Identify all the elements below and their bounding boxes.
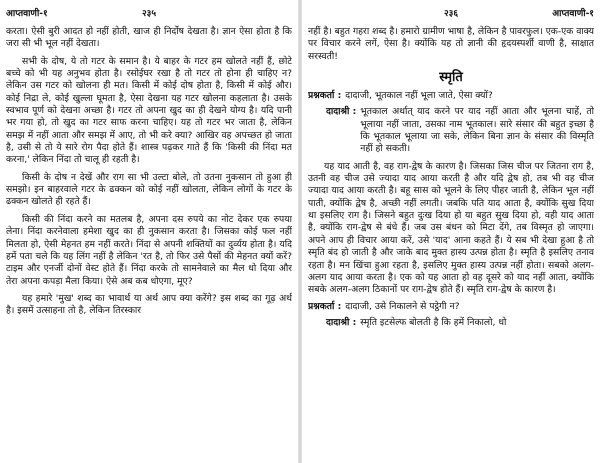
left-paragraph: सभी के दोष, ये तो गटर के समान है। ये बाहर के गटर हम खोलते नहीं हैं, छोटे बच्चे को भी यह अनुभव होता है। रसोईघर रखा है तो गटर तो होना ही चाहिए न? लेकिन उस गटर को खोलना ही मत। किसी में कोई दोष होता है, किसी में कोई और। कोई निद्रा ले, कोई खुल्ला घूमता है, ऐसा देखना यह गटर खोलना कहलाता है। उसके स्वभाव पूर्ण को देखना अच्छा है। गटर तो अपना खुद का ही देखने योग्य है। यदि पानी भर गया हो, तो खुद का गटर साफ करना चाहिए। यह तो गटर भर जाता है, लेकिन समझ में नहीं आता और समझ में आए, तो भी करे क्या? आखिर वह अपच्छत हो जाता है, उसी से तो ये सारे रोग पैदा होते हैं। शास्त्र पढ़कर गाते हैं कि 'किसी की निंदा मत करना,' लेकिन निंदा तो चालू ही रहती है। bbox=[6, 55, 292, 166]
left-page-body bbox=[6, 26, 292, 318]
left-page-header bbox=[6, 4, 292, 20]
dialogue-line bbox=[308, 90, 594, 102]
speaker-label: प्रश्नकर्ता : bbox=[308, 90, 342, 102]
right-paragraph: यह याद आती है, वह राग-द्वेष के कारण है। जिसका जिस चीज पर जितना राग है, उतनी वह चीज उसे ज्यादा याद आया करती है और यदि द्वेष हो, तब भी वह चीज ज्यादा याद आया करती है। बहू सास को भूलने के लिए पीहर जाती है, लेकिन भूल नहीं पाती, क्योंकि द्वेष है, अच्छी नहीं लगती। जबकि पति याद आता है, क्योंकि सुख दिया था इसलिए राग है। जिसने बहुत दुःख दिया हो या बहुत सुख दिया हो, वही याद आता है, क्योंकि राग-द्वेष से बंधे हैं। जब उस बंधन को मिटा देंगे, तब विस्मृत हो जाएगा। अपने आप ही विचार आया करें, उसे 'याद' आना कहते हैं। ये सब भी देखा हुआ है तो स्मृति बंद हो जाती है और जाके बाद मुक्त हास्य उत्पन्न होता है। स्मृति है इसलिए तनाव रहता है। मन खिंचा हुआ रहता है, इसलिए मुक्त हास्य उत्पन्न नहीं होता। सबको अलग-अलग याद आया करता है। एक को यह आता हो वह दूसरे को याद नहीं आता, क्योंकि सबके अलग-अलग ठिकानों पर राग-द्वेष होते हैं। स्मृति राग-द्वेष के कारण है। bbox=[308, 160, 594, 296]
right-page-body bbox=[308, 26, 594, 329]
dialogue-line bbox=[308, 317, 594, 329]
dialogue-text: दादाजी, भूतकाल नहीं भूला जाते, ऐसा क्यों? bbox=[345, 90, 493, 102]
book-gutter bbox=[298, 0, 302, 463]
dialogue-line bbox=[308, 106, 594, 155]
right-page-number: २३६ bbox=[443, 8, 459, 19]
left-running-title: आप्तवाणी-१ bbox=[6, 8, 48, 19]
left-page-number: २३५ bbox=[141, 8, 157, 19]
dialogue-text: भूतकाल अर्थात् याद करने पर याद नहीं आता और भूलना चाहें, तो भूलाया नहीं जाता, उसका नाम भूतकाल। सारे संसार की बहुत इच्छा है कि भूतकाल भूलाया जा सके, लेकिन बिना ज्ञान के संसार की विस्मृति नहीं हो सकती। bbox=[360, 106, 594, 155]
left-paragraph: करता। ऐसी बुरी आदत हो नहीं होती, खाज ही निर्दोष देखता है। ज्ञान ऐसा होता है कि जरा सी भी भूल नहीं देखता। bbox=[6, 26, 292, 50]
right-intro-paragraph: नहीं है। बहुत गहरा शब्द है। हमारो ग्रामीण भाषा है, लेकिन है पावरफुल। एक-एक वाक्य पर विचार करने लगें, ऐसा है। क्योंकि यह तो ज्ञानी की हृदयस्पर्शी वाणी है, साक्षात सरस्वती! bbox=[308, 26, 594, 62]
right-page bbox=[308, 0, 594, 463]
left-page bbox=[6, 0, 292, 463]
speaker-label: दादाश्री : bbox=[326, 106, 357, 118]
speaker-label: दादाश्री : bbox=[326, 316, 357, 328]
left-paragraph: किसी की निंदा करने का मतलब है, अपना दस रुपये का नोट देकर एक रुपया लेना। निंदा करनेवाला हमेशा खुद का ही नुकसान करता है। जिसका कोई फल नहीं मिलता हो, ऐसी मेहनत हम नहीं करते। निंदा से अपनी शक्तियों का दुर्व्यय होता है। यदि हमें पता चले कि यह लिंग नहीं है लेकिन 'रत है, तो फिर उसे पैसों की मेहनत क्यों करें? टाइम और एनर्जी दोनों वेस्ट होते हैं। निंदा करके तो सामनेवाले का मैल धो दिया और तेरा अपना कपड़ा मैला किया। ऐसे अब कब धोएगा, मूए? bbox=[6, 213, 292, 287]
right-running-title: आप्तवाणी-१ bbox=[552, 8, 594, 19]
left-paragraph: यह हमारे 'मुख' शब्द का भावार्थ या अर्थ आप क्या करेंगे? इस शब्द का गूढ़ अर्थ है। इसमें उत्साहना तो है, लेकिन तिरस्कार bbox=[6, 292, 292, 317]
speaker-label: प्रश्नकर्ता : bbox=[308, 300, 342, 312]
right-page-header bbox=[308, 4, 594, 20]
dialogue-text: स्मृति इटसेल्फ बोलती है कि हमें निकालो, धो bbox=[360, 316, 507, 328]
dialogue-line bbox=[308, 301, 594, 313]
section-title: स्मृति bbox=[439, 70, 463, 86]
dialogue-text: दादाजी, उसे निकालने से पट्ठेगी न? bbox=[345, 300, 460, 312]
left-paragraph: किसी के दोष न देखें और राग सा भी उल्टा बोले, तो उतना नुकसान तो हुआ ही समझो। इन बाहरवाले गटर के ढक्कन को कोई नहीं खोलता, लेकिन लोगों के गटर के ढक्कन खोलते ही रहते हैं। bbox=[6, 171, 292, 208]
